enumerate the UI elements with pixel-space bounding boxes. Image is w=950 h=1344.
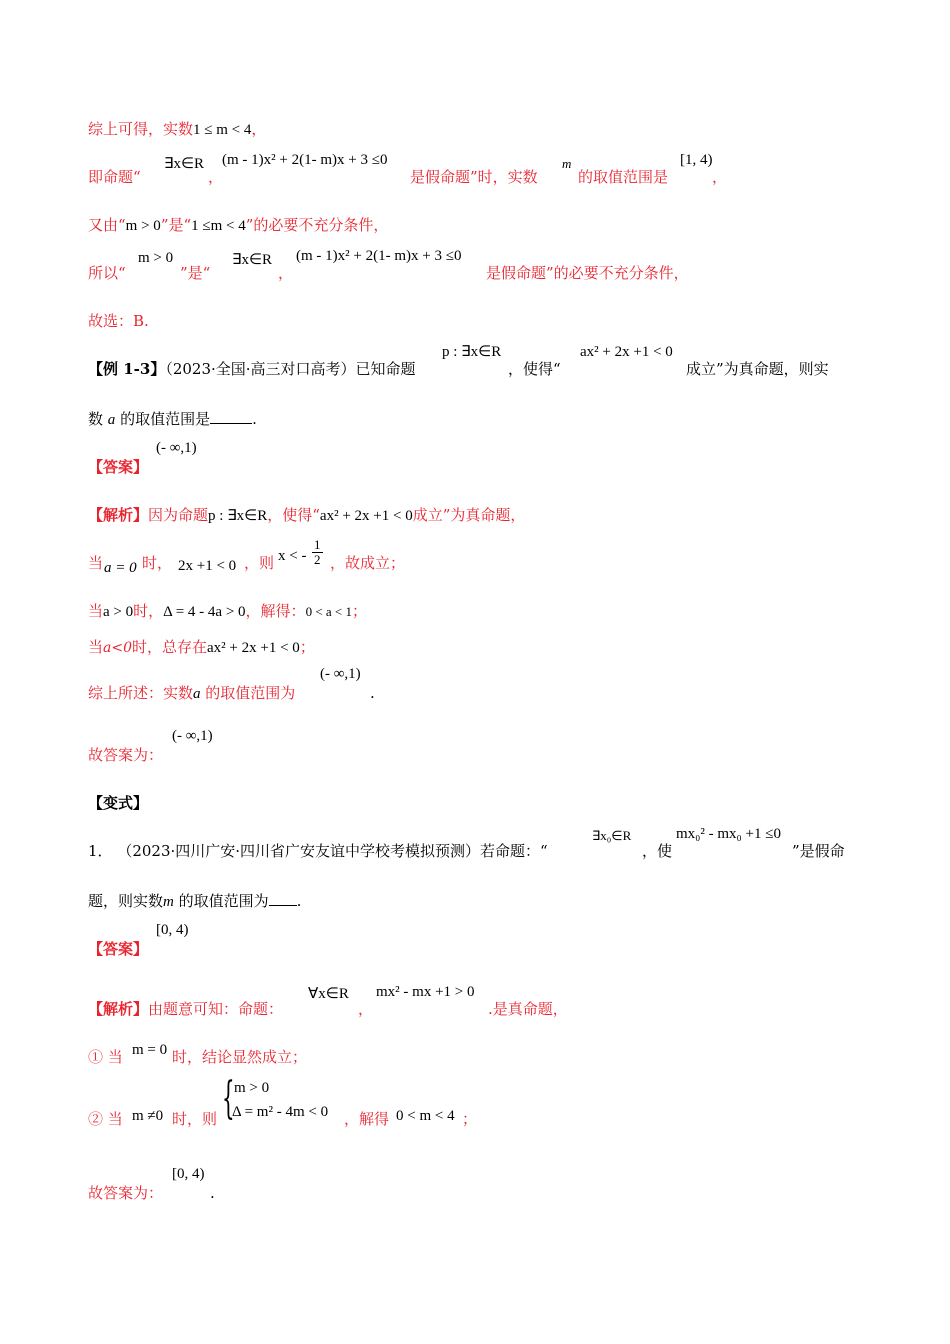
punct: . [296, 892, 302, 910]
answer-label-text: 【答案】 [88, 458, 149, 476]
case-text: 当 [88, 602, 104, 620]
math-inequality: ax² + 2x +1 < 0 [207, 640, 300, 656]
math-inequality: 2x +1 < 0 [178, 558, 237, 574]
math-answer: [0, 4) [172, 1166, 205, 1182]
denominator: 2 [314, 552, 321, 567]
choice-line [88, 310, 149, 331]
punct: ， [251, 120, 267, 138]
punct: ； [352, 602, 368, 620]
proposition-line [88, 166, 141, 187]
math-cond: m > 0 [138, 250, 174, 266]
math-answer: [0, 4) [156, 922, 189, 938]
cond-text: ”是“ [160, 216, 192, 234]
case-a-positive [88, 600, 367, 621]
punct: . [370, 684, 375, 702]
analysis-label: 【解析】 [88, 506, 149, 524]
variant-answer-label [88, 938, 148, 959]
math-forall: ∀x∈R [308, 986, 349, 1002]
question-text: 题，则实数 [88, 892, 164, 910]
punct: . [210, 1184, 215, 1202]
final-text: 故答案为： [88, 746, 164, 764]
math-var: m [562, 156, 572, 171]
case-text: 时，结论显然成立； [172, 1048, 308, 1066]
case-text: 时， [133, 602, 164, 620]
answer-label-text: 【答案】 [88, 940, 149, 958]
math-cond: m ≠0 [132, 1108, 164, 1124]
prop-text: 是假命题”时，实数 [410, 168, 538, 186]
summary-text: 的取值范围为 [205, 684, 296, 702]
math-inequality: mx² - mx +1 > 0 [376, 984, 475, 1000]
final-answer-line [88, 744, 163, 765]
punct: ， [208, 168, 224, 186]
cond-text: ”的必要不充分条件， [245, 216, 389, 234]
math-answer: (- ∞,1) [156, 440, 197, 456]
math-range: 0 < a < 1 [305, 604, 352, 619]
case-text: ② 当 [88, 1110, 123, 1128]
variant-text: ”是假命 [792, 842, 845, 860]
punct: ； [462, 1110, 478, 1128]
case-a-negative [88, 636, 315, 657]
case-text: 时， [142, 554, 173, 572]
math-prop: p : ∃x∈R [208, 508, 268, 524]
math-cond: a<0 [103, 640, 132, 656]
summary-text: 综上可得，实数 [88, 120, 194, 138]
example-question [88, 408, 257, 429]
condition-line [88, 214, 388, 235]
analysis-text: ，使得“ [267, 506, 320, 524]
summary-text: 综上所述：实数 [88, 684, 194, 702]
analysis-text: 由题意可知：命题： [148, 1000, 284, 1018]
example-text: 成立”为真命题，则实 [686, 360, 829, 378]
variant-analysis [88, 998, 283, 1019]
answer-blank [269, 891, 297, 906]
answer-blank [210, 409, 252, 424]
math-range: 1 ≤ m < 4 [193, 122, 252, 138]
prop-text: 即命题“ [88, 168, 141, 186]
analysis-text: 因为命题 [148, 506, 209, 524]
variant-heading-text: 【变式】 [88, 794, 149, 812]
case-text: 当 [88, 638, 104, 656]
math-inequality: ax² + 2x +1 < 0 [319, 508, 413, 524]
case-text: ，故成立； [330, 554, 406, 572]
math-cond: a = 0 [104, 560, 137, 576]
punct: ， [712, 168, 728, 186]
analysis-text: 成立”为真命题， [412, 506, 526, 524]
example-label: 【例 1-3】 [88, 360, 166, 378]
summary-line [88, 118, 266, 139]
question-text: 的取值范围为 [178, 892, 269, 910]
example-text: ，使得“ [508, 360, 561, 378]
therefore-line [88, 262, 126, 283]
math-answer: (- ∞,1) [320, 666, 361, 682]
math-var: m [163, 894, 174, 910]
case-text: 当 [88, 554, 104, 572]
math-answer: (- ∞,1) [172, 728, 213, 744]
math-inequality: (m - 1)x² + 2(1- m)x + 3 ≤0 [296, 248, 462, 264]
choice-text: 故选：B. [88, 312, 149, 330]
variant-final [88, 1182, 163, 1203]
case-a-zero [88, 552, 103, 573]
analysis-line [88, 504, 525, 525]
punct: ； [299, 638, 315, 656]
numerator: 1 [314, 537, 321, 552]
math-inequality: ax² + 2x +1 < 0 [580, 344, 673, 360]
example-header [88, 358, 416, 379]
therefore-text: 所以“ [88, 264, 126, 282]
fraction-half [312, 538, 323, 567]
prop-text: 的取值范围是 [578, 168, 669, 186]
math-range: 0 < m < 4 [396, 1108, 455, 1124]
math-cond: 1 ≤m < 4 [191, 218, 246, 234]
summary-range [88, 682, 295, 703]
math-system-2: Δ = m² - 4m < 0 [232, 1104, 329, 1120]
math-inequality: mx₀² - mx₀ +1 ≤0 [676, 826, 781, 842]
variant-case-1 [88, 1046, 123, 1067]
therefore-text: ”是“ [180, 264, 211, 282]
math-system-1: m > 0 [234, 1080, 270, 1096]
math-cond: a > 0 [103, 604, 134, 620]
math-inequality: x < - [278, 548, 307, 564]
math-exists: ∃x₀∈R [592, 828, 632, 843]
punct: ， [358, 1000, 374, 1018]
analysis-text: .是真命题， [488, 1000, 568, 1018]
case-text: ① 当 [88, 1048, 123, 1066]
therefore-text: 是假命题”的必要不充分条件， [486, 264, 689, 282]
question-text: 的取值范围是 [120, 410, 211, 428]
analysis-label: 【解析】 [88, 1000, 149, 1018]
math-prop: p : ∃x∈R [442, 344, 502, 360]
math-interval: [1, 4) [680, 152, 713, 168]
math-discriminant: Δ = 4 - 4a > 0 [163, 604, 246, 620]
math-cond: m > 0 [125, 218, 161, 234]
math-inequality: (m - 1)x² + 2(1- m)x + 3 ≤0 [222, 152, 388, 168]
variant-text: ，使 [642, 842, 673, 860]
cond-text: 又由“ [88, 216, 126, 234]
brace: { [222, 1073, 235, 1124]
case-text: ，解得 [344, 1110, 390, 1128]
variant-question-2 [88, 890, 301, 911]
variant-source: （2023·四川广安·四川省广安友谊中学校考模拟预测）若命题：“ [117, 842, 548, 860]
math-exists: ∃x∈R [164, 156, 205, 172]
example-source: （2023·全国·高三对口高考）已知命题 [165, 360, 416, 378]
variant-heading [88, 792, 148, 813]
variant-case-2 [88, 1108, 123, 1129]
variant-question [88, 840, 548, 861]
question-text: 数 [88, 410, 104, 428]
case-text: ，则 [244, 554, 275, 572]
case-text: ，解得： [245, 602, 306, 620]
punct: . [252, 410, 257, 428]
case-text: 时，则 [172, 1110, 218, 1128]
case-text: 时，总存在 [132, 638, 208, 656]
answer-label [88, 456, 148, 477]
final-text: 故答案为： [88, 1184, 164, 1202]
math-cond: m = 0 [132, 1042, 168, 1058]
math-var: a [107, 412, 116, 428]
punct: ， [278, 264, 294, 282]
question-number: 1． [88, 842, 113, 860]
math-exists: ∃x∈R [232, 252, 273, 268]
math-var: a [193, 686, 201, 702]
